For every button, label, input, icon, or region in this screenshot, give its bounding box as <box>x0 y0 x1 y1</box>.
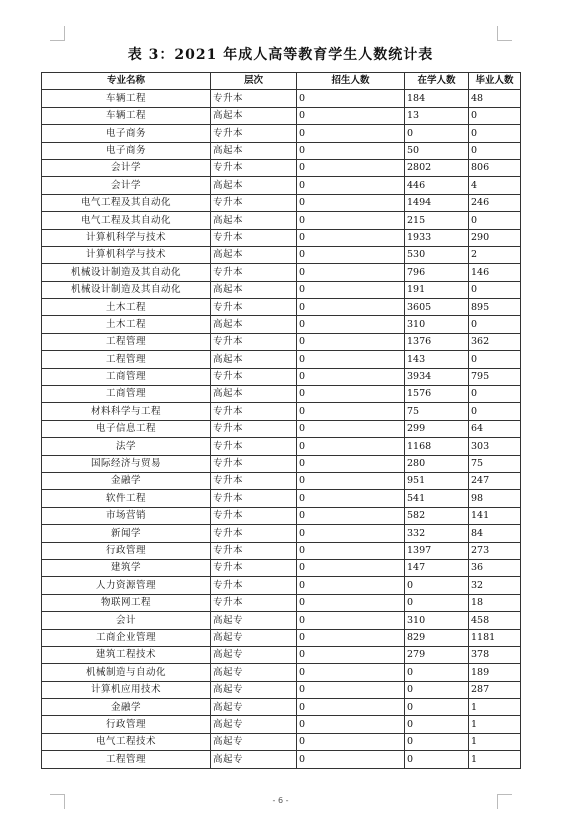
cell-graduates: 0 <box>469 281 521 298</box>
cell-level: 高起本 <box>211 107 297 124</box>
cell-level: 专升本 <box>211 264 297 281</box>
cell-in-school: 582 <box>405 507 469 524</box>
table-row <box>42 525 521 542</box>
cell-in-school: 279 <box>405 646 469 663</box>
cell-enrolled: 0 <box>297 403 405 420</box>
cell-major-name: 电子商务 <box>42 125 211 142</box>
table-row <box>42 90 521 107</box>
table-row <box>42 699 521 716</box>
cell-graduates: 378 <box>469 646 521 663</box>
cell-enrolled: 0 <box>297 142 405 159</box>
cell-enrolled: 0 <box>297 612 405 629</box>
cell-graduates: 1 <box>469 733 521 750</box>
table-row <box>42 629 521 646</box>
cell-in-school: 796 <box>405 264 469 281</box>
table-row <box>42 125 521 142</box>
table-row <box>42 159 521 176</box>
table-row <box>42 733 521 750</box>
cell-enrolled: 0 <box>297 490 405 507</box>
cell-major-name: 市场营销 <box>42 507 211 524</box>
table-row <box>42 264 521 281</box>
cell-graduates: 806 <box>469 159 521 176</box>
cell-graduates: 303 <box>469 438 521 455</box>
cell-level: 高起专 <box>211 646 297 663</box>
cell-level: 专升本 <box>211 542 297 559</box>
cell-in-school: 50 <box>405 142 469 159</box>
cell-graduates: 18 <box>469 594 521 611</box>
cell-graduates: 48 <box>469 90 521 107</box>
cell-graduates: 0 <box>469 386 521 403</box>
table-row <box>42 368 521 385</box>
table-row <box>42 646 521 663</box>
table-body <box>42 90 521 768</box>
cell-enrolled: 0 <box>297 159 405 176</box>
cell-enrolled: 0 <box>297 472 405 489</box>
header-enrolled: 招生人数 <box>297 73 405 90</box>
cell-in-school: 147 <box>405 559 469 576</box>
cell-major-name: 电子商务 <box>42 142 211 159</box>
table-row <box>42 681 521 698</box>
table-row <box>42 455 521 472</box>
table-row <box>42 299 521 316</box>
cell-enrolled: 0 <box>297 681 405 698</box>
table-row <box>42 490 521 507</box>
table-row <box>42 507 521 524</box>
cell-level: 高起本 <box>211 246 297 263</box>
header-graduates: 毕业人数 <box>469 73 521 90</box>
cell-major-name: 人力资源管理 <box>42 577 211 594</box>
cell-enrolled: 0 <box>297 507 405 524</box>
cell-major-name: 计算机科学与技术 <box>42 229 211 246</box>
cell-in-school: 3934 <box>405 368 469 385</box>
cell-enrolled: 0 <box>297 333 405 350</box>
header-level: 层次 <box>211 73 297 90</box>
cell-in-school: 1933 <box>405 229 469 246</box>
cell-major-name: 机械设计制造及其自动化 <box>42 264 211 281</box>
cell-major-name: 车辆工程 <box>42 107 211 124</box>
cell-major-name: 计算机科学与技术 <box>42 246 211 263</box>
cell-level: 高起本 <box>211 177 297 194</box>
cell-level: 高起专 <box>211 664 297 681</box>
cell-in-school: 215 <box>405 212 469 229</box>
cell-enrolled: 0 <box>297 299 405 316</box>
cell-level: 专升本 <box>211 125 297 142</box>
cell-graduates: 0 <box>469 212 521 229</box>
cell-in-school: 184 <box>405 90 469 107</box>
cell-major-name: 工商管理 <box>42 386 211 403</box>
cell-level: 专升本 <box>211 90 297 107</box>
cell-major-name: 金融学 <box>42 699 211 716</box>
cell-graduates: 795 <box>469 368 521 385</box>
cell-enrolled: 0 <box>297 386 405 403</box>
cell-graduates: 0 <box>469 142 521 159</box>
cell-major-name: 工商企业管理 <box>42 629 211 646</box>
cell-level: 专升本 <box>211 299 297 316</box>
cell-in-school: 0 <box>405 577 469 594</box>
cell-in-school: 0 <box>405 716 469 733</box>
cell-major-name: 软件工程 <box>42 490 211 507</box>
cell-graduates: 246 <box>469 194 521 211</box>
cell-level: 专升本 <box>211 472 297 489</box>
cell-graduates: 75 <box>469 455 521 472</box>
cell-major-name: 电气工程及其自动化 <box>42 194 211 211</box>
cell-major-name: 机械制造与自动化 <box>42 664 211 681</box>
cell-level: 高起专 <box>211 699 297 716</box>
cell-graduates: 458 <box>469 612 521 629</box>
cell-enrolled: 0 <box>297 229 405 246</box>
cell-level: 高起本 <box>211 212 297 229</box>
cell-major-name: 建筑工程技术 <box>42 646 211 663</box>
cell-in-school: 1397 <box>405 542 469 559</box>
cell-in-school: 1494 <box>405 194 469 211</box>
cell-level: 高起本 <box>211 281 297 298</box>
cell-enrolled: 0 <box>297 125 405 142</box>
table-row <box>42 542 521 559</box>
cell-in-school: 1168 <box>405 438 469 455</box>
cell-in-school: 2802 <box>405 159 469 176</box>
cell-in-school: 446 <box>405 177 469 194</box>
table-row <box>42 403 521 420</box>
cell-graduates: 287 <box>469 681 521 698</box>
cell-graduates: 32 <box>469 577 521 594</box>
table-row <box>42 142 521 159</box>
crop-mark-top-left <box>50 26 65 41</box>
cell-enrolled: 0 <box>297 664 405 681</box>
cell-graduates: 362 <box>469 333 521 350</box>
cell-in-school: 0 <box>405 125 469 142</box>
cell-major-name: 金融学 <box>42 472 211 489</box>
cell-in-school: 280 <box>405 455 469 472</box>
cell-major-name: 会计 <box>42 612 211 629</box>
cell-major-name: 新闻学 <box>42 525 211 542</box>
cell-enrolled: 0 <box>297 594 405 611</box>
cell-graduates: 2 <box>469 246 521 263</box>
cell-level: 专升本 <box>211 559 297 576</box>
cell-in-school: 299 <box>405 420 469 437</box>
cell-level: 专升本 <box>211 194 297 211</box>
cell-graduates: 146 <box>469 264 521 281</box>
cell-major-name: 建筑学 <box>42 559 211 576</box>
table-row <box>42 577 521 594</box>
header-in-school: 在学人数 <box>405 73 469 90</box>
cell-in-school: 0 <box>405 664 469 681</box>
table-row <box>42 664 521 681</box>
cell-major-name: 车辆工程 <box>42 90 211 107</box>
cell-enrolled: 0 <box>297 177 405 194</box>
cell-level: 高起本 <box>211 316 297 333</box>
cell-major-name: 电气工程及其自动化 <box>42 212 211 229</box>
cell-graduates: 0 <box>469 316 521 333</box>
enrollment-table <box>41 72 521 769</box>
cell-in-school: 0 <box>405 733 469 750</box>
table-row <box>42 472 521 489</box>
cell-enrolled: 0 <box>297 577 405 594</box>
cell-major-name: 行政管理 <box>42 716 211 733</box>
cell-level: 专升本 <box>211 577 297 594</box>
cell-graduates: 84 <box>469 525 521 542</box>
cell-major-name: 工商管理 <box>42 368 211 385</box>
cell-level: 专升本 <box>211 525 297 542</box>
cell-graduates: 1 <box>469 699 521 716</box>
cell-enrolled: 0 <box>297 90 405 107</box>
cell-enrolled: 0 <box>297 525 405 542</box>
cell-graduates: 0 <box>469 351 521 368</box>
cell-in-school: 530 <box>405 246 469 263</box>
cell-graduates: 0 <box>469 125 521 142</box>
cell-enrolled: 0 <box>297 107 405 124</box>
cell-in-school: 1576 <box>405 386 469 403</box>
cell-enrolled: 0 <box>297 316 405 333</box>
cell-level: 高起专 <box>211 751 297 768</box>
cell-in-school: 0 <box>405 751 469 768</box>
cell-graduates: 36 <box>469 559 521 576</box>
cell-graduates: 290 <box>469 229 521 246</box>
cell-level: 高起本 <box>211 351 297 368</box>
cell-in-school: 191 <box>405 281 469 298</box>
cell-graduates: 247 <box>469 472 521 489</box>
cell-level: 专升本 <box>211 490 297 507</box>
cell-graduates: 895 <box>469 299 521 316</box>
cell-graduates: 4 <box>469 177 521 194</box>
cell-level: 专升本 <box>211 403 297 420</box>
page-number: - 6 - <box>272 796 289 805</box>
cell-level: 高起专 <box>211 733 297 750</box>
cell-enrolled: 0 <box>297 194 405 211</box>
cell-major-name: 材料科学与工程 <box>42 403 211 420</box>
cell-in-school: 0 <box>405 594 469 611</box>
table-row <box>42 316 521 333</box>
cell-in-school: 951 <box>405 472 469 489</box>
table-title: 表 3：2021 年成人高等教育学生人数统计表 <box>127 47 434 63</box>
cell-enrolled: 0 <box>297 212 405 229</box>
cell-level: 专升本 <box>211 368 297 385</box>
table-row <box>42 386 521 403</box>
cell-enrolled: 0 <box>297 264 405 281</box>
table-row <box>42 177 521 194</box>
table-row <box>42 107 521 124</box>
cell-level: 高起专 <box>211 716 297 733</box>
cell-major-name: 工程管理 <box>42 333 211 350</box>
table-row <box>42 751 521 768</box>
table-row <box>42 194 521 211</box>
table-row <box>42 229 521 246</box>
cell-level: 专升本 <box>211 229 297 246</box>
cell-enrolled: 0 <box>297 716 405 733</box>
cell-in-school: 75 <box>405 403 469 420</box>
table-row <box>42 559 521 576</box>
table-row <box>42 212 521 229</box>
table-row <box>42 438 521 455</box>
cell-major-name: 土木工程 <box>42 316 211 333</box>
cell-in-school: 0 <box>405 681 469 698</box>
cell-major-name: 机械设计制造及其自动化 <box>42 281 211 298</box>
cell-major-name: 工程管理 <box>42 751 211 768</box>
table-header-row <box>42 73 521 90</box>
cell-enrolled: 0 <box>297 351 405 368</box>
table-row <box>42 594 521 611</box>
cell-enrolled: 0 <box>297 629 405 646</box>
cell-in-school: 310 <box>405 316 469 333</box>
cell-major-name: 物联网工程 <box>42 594 211 611</box>
crop-mark-top-right <box>497 26 512 41</box>
cell-level: 专升本 <box>211 438 297 455</box>
cell-enrolled: 0 <box>297 281 405 298</box>
cell-level: 高起专 <box>211 612 297 629</box>
table-row <box>42 716 521 733</box>
cell-enrolled: 0 <box>297 420 405 437</box>
cell-graduates: 141 <box>469 507 521 524</box>
cell-major-name: 国际经济与贸易 <box>42 455 211 472</box>
cell-in-school: 3605 <box>405 299 469 316</box>
cell-enrolled: 0 <box>297 733 405 750</box>
cell-enrolled: 0 <box>297 559 405 576</box>
cell-enrolled: 0 <box>297 455 405 472</box>
cell-enrolled: 0 <box>297 246 405 263</box>
cell-enrolled: 0 <box>297 646 405 663</box>
cell-level: 专升本 <box>211 333 297 350</box>
cell-major-name: 计算机应用技术 <box>42 681 211 698</box>
cell-graduates: 98 <box>469 490 521 507</box>
table-row <box>42 281 521 298</box>
cell-major-name: 电气工程技术 <box>42 733 211 750</box>
table-row <box>42 246 521 263</box>
cell-in-school: 332 <box>405 525 469 542</box>
cell-graduates: 189 <box>469 664 521 681</box>
cell-graduates: 1 <box>469 751 521 768</box>
cell-in-school: 143 <box>405 351 469 368</box>
cell-major-name: 工程管理 <box>42 351 211 368</box>
cell-in-school: 13 <box>405 107 469 124</box>
cell-major-name: 行政管理 <box>42 542 211 559</box>
cell-enrolled: 0 <box>297 438 405 455</box>
cell-graduates: 0 <box>469 403 521 420</box>
cell-level: 专升本 <box>211 594 297 611</box>
cell-level: 高起专 <box>211 681 297 698</box>
cell-in-school: 829 <box>405 629 469 646</box>
cell-level: 专升本 <box>211 455 297 472</box>
cell-graduates: 1181 <box>469 629 521 646</box>
cell-major-name: 法学 <box>42 438 211 455</box>
cell-level: 专升本 <box>211 420 297 437</box>
table-row <box>42 351 521 368</box>
cell-enrolled: 0 <box>297 542 405 559</box>
cell-enrolled: 0 <box>297 699 405 716</box>
table-row <box>42 420 521 437</box>
cell-major-name: 电子信息工程 <box>42 420 211 437</box>
cell-graduates: 0 <box>469 107 521 124</box>
cell-in-school: 541 <box>405 490 469 507</box>
cell-in-school: 0 <box>405 699 469 716</box>
cell-level: 高起本 <box>211 142 297 159</box>
cell-level: 高起本 <box>211 386 297 403</box>
cell-graduates: 273 <box>469 542 521 559</box>
table-row <box>42 612 521 629</box>
header-major-name: 专业名称 <box>42 73 211 90</box>
cell-enrolled: 0 <box>297 751 405 768</box>
cell-level: 高起专 <box>211 629 297 646</box>
cell-enrolled: 0 <box>297 368 405 385</box>
table-row <box>42 333 521 350</box>
cell-graduates: 1 <box>469 716 521 733</box>
cell-graduates: 64 <box>469 420 521 437</box>
cell-level: 专升本 <box>211 507 297 524</box>
cell-major-name: 会计学 <box>42 177 211 194</box>
cell-major-name: 会计学 <box>42 159 211 176</box>
cell-in-school: 310 <box>405 612 469 629</box>
cell-in-school: 1376 <box>405 333 469 350</box>
cell-level: 专升本 <box>211 159 297 176</box>
cell-major-name: 土木工程 <box>42 299 211 316</box>
